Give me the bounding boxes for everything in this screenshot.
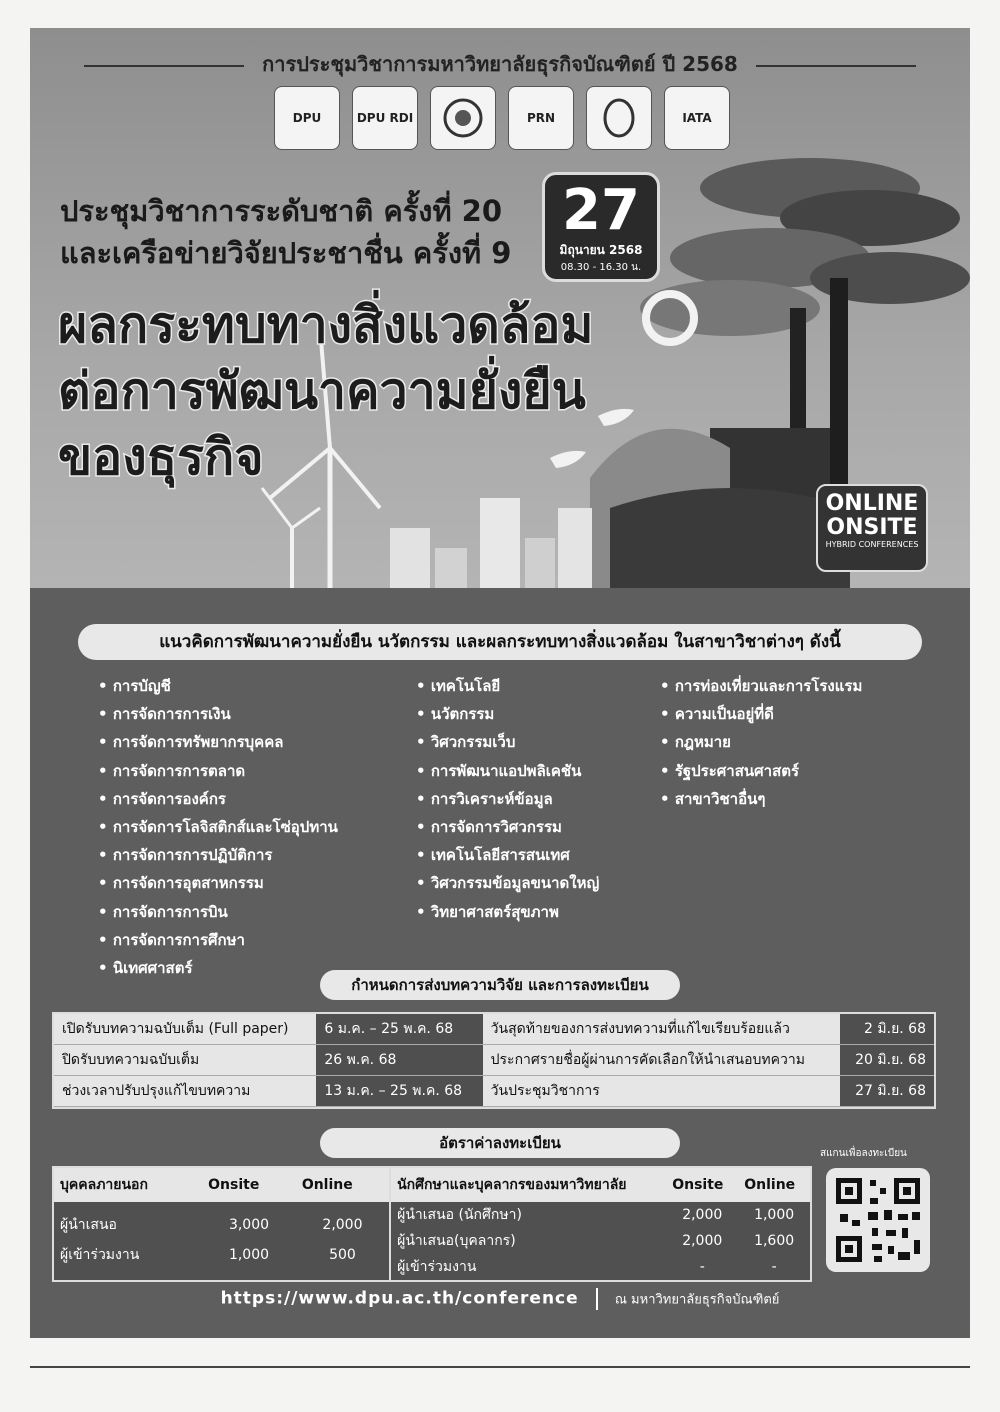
table-row bbox=[54, 1014, 934, 1045]
topic-item: • การจัดการการตลาด bbox=[98, 757, 338, 785]
fee-onsite: 3,000 bbox=[228, 1217, 270, 1233]
topic-item: • การจัดการทรัพยากรบุคคล bbox=[98, 728, 338, 756]
topic-item: • กฎหมาย bbox=[660, 728, 862, 756]
schedule-date: 2 มิ.ย. 68 bbox=[840, 1014, 934, 1045]
topic-item: • การจัดการองค์กร bbox=[98, 785, 338, 813]
mode-onsite: ONSITE bbox=[826, 515, 918, 540]
table-row bbox=[54, 1202, 389, 1238]
topic-item: • การท่องเที่ยวและการโรงแรม bbox=[660, 672, 862, 700]
fee-online: 500 bbox=[329, 1247, 356, 1263]
prn-logo: PRN bbox=[508, 86, 574, 150]
topics-heading: แนวคิดการพัฒนาความยั่งยืน นวัตกรรม และผลกระทบทางสิ่งแวดล้อม ในสาขาวิชาต่างๆ ดังนี้ bbox=[78, 624, 922, 660]
schedule-label: วันประชุมวิชาการ bbox=[483, 1076, 840, 1107]
topics-column-1 bbox=[98, 672, 338, 982]
schedule-heading: กำหนดการส่งบทความวิจัย และการลงทะเบียน bbox=[320, 970, 680, 1000]
schedule-label: วันสุดท้ายของการส่งบทความที่แก้ไขเรียบร้อยแล้ว bbox=[483, 1014, 840, 1045]
topics-column-3 bbox=[660, 672, 862, 813]
topic-item: • นวัตกรรม bbox=[416, 700, 599, 728]
topic-item: • การจัดการการบิน bbox=[98, 898, 338, 926]
topic-item: • การจัดการวิศวกรรม bbox=[416, 813, 599, 841]
fee-label: ผู้เข้าร่วมงาน bbox=[397, 1259, 477, 1275]
hero-section bbox=[30, 28, 970, 588]
topic-item: • วิทยาศาสตร์สุขภาพ bbox=[416, 898, 599, 926]
fee-online: - bbox=[771, 1259, 777, 1275]
topic-item: • การจัดการอุตสาหกรรม bbox=[98, 869, 338, 897]
fee-label: ผู้นำเสนอ(บุคลากร) bbox=[397, 1233, 516, 1249]
fee-onsite: - bbox=[699, 1259, 705, 1275]
fee-online: 1,000 bbox=[754, 1207, 795, 1223]
fee-online: 1,600 bbox=[754, 1233, 795, 1249]
fees-internal bbox=[391, 1168, 810, 1280]
date-day: 27 bbox=[562, 178, 640, 243]
schedule-date: 20 มิ.ย. 68 bbox=[840, 1045, 934, 1076]
fees-external bbox=[54, 1168, 391, 1280]
event-subtitle bbox=[60, 190, 511, 274]
fee-onsite: 1,000 bbox=[228, 1247, 270, 1263]
schedule-label: ช่วงเวลาปรับปรุงแก้ไขบทความ bbox=[54, 1076, 316, 1107]
dpu-rdi-logo: DPU RDI bbox=[352, 86, 418, 150]
fee-online: 2,000 bbox=[322, 1217, 363, 1233]
venue-text: ณ มหาวิทยาลัยธุรกิจบัณฑิตย์ bbox=[614, 1292, 780, 1308]
topics-column-2 bbox=[416, 672, 599, 926]
schedule-date: 27 มิ.ย. 68 bbox=[840, 1076, 934, 1107]
main-title bbox=[58, 292, 593, 490]
conference-title: การประชุมวิชาการมหาวิทยาลัยธุรกิจบัณฑิตย์ ปี 2568 bbox=[30, 48, 970, 80]
fee-label: ผู้นำเสนอ (นักศึกษา) bbox=[397, 1207, 522, 1223]
topic-item: • ความเป็นอยู่ที่ดี bbox=[660, 700, 862, 728]
title-line-1: ผลกระทบทางสิ่งแวดล้อม bbox=[58, 296, 594, 354]
footer-divider bbox=[596, 1288, 598, 1310]
schedule-label: เปิดรับบทความฉบับเต็ม (Full paper) bbox=[54, 1014, 316, 1045]
topic-item: • เทคโนโลยีสารสนเทศ bbox=[416, 841, 599, 869]
emblem-logo bbox=[586, 86, 652, 150]
schedule-date: 6 ม.ค. – 25 พ.ค. 68 bbox=[316, 1014, 482, 1045]
topic-item: • การวิเคราะห์ข้อมูล bbox=[416, 785, 599, 813]
fees-external-header: บุคคลภายนอก bbox=[54, 1168, 202, 1202]
event-date-badge bbox=[542, 172, 660, 282]
mode-online: ONLINE bbox=[825, 491, 919, 516]
topic-item: • การจัดการการปฏิบัติการ bbox=[98, 841, 338, 869]
fees-table bbox=[52, 1166, 812, 1282]
onsite-header: Onsite bbox=[202, 1168, 296, 1202]
qr-label: สแกนเพื่อลงทะเบียน bbox=[820, 1148, 907, 1159]
fees-heading: อัตราค่าลงทะเบียน bbox=[320, 1128, 680, 1158]
subtitle-line-1: ประชุมวิชาการระดับชาติ ครั้งที่ 20 bbox=[60, 194, 503, 228]
table-row bbox=[54, 1045, 934, 1076]
seal-logo bbox=[430, 86, 496, 150]
fee-label: ผู้เข้าร่วมงาน bbox=[60, 1247, 140, 1263]
table-row bbox=[54, 1076, 934, 1107]
topic-item: • การจัดการการเงิน bbox=[98, 700, 338, 728]
fee-onsite: 2,000 bbox=[682, 1233, 723, 1249]
title-line-2: ต่อการพัฒนาความยั่งยืน bbox=[58, 362, 586, 420]
table-row bbox=[391, 1228, 810, 1254]
date-time: 08.30 - 16.30 น. bbox=[560, 262, 642, 273]
mode-hybrid: HYBRID CONFERENCES bbox=[825, 540, 919, 549]
online-header: Online bbox=[296, 1168, 389, 1202]
page-rule bbox=[30, 1366, 970, 1368]
title-line-3: ของธุรกิจ bbox=[58, 428, 264, 486]
iata-logo: IATA bbox=[664, 86, 730, 150]
schedule-label: ปิดรับบทความฉบับเต็ม bbox=[54, 1045, 316, 1076]
fee-onsite: 2,000 bbox=[682, 1207, 723, 1223]
date-month: มิถุนายน 2568 bbox=[559, 243, 643, 257]
poster bbox=[30, 28, 970, 1338]
online-header: Online bbox=[738, 1168, 810, 1202]
footer bbox=[30, 1288, 970, 1310]
schedule-date: 26 พ.ค. 68 bbox=[316, 1045, 482, 1076]
table-row bbox=[54, 1238, 389, 1272]
topic-item: • เทคโนโลยี bbox=[416, 672, 599, 700]
topic-item: • การจัดการโลจิสติกส์และโซ่อุปทาน bbox=[98, 813, 338, 841]
topic-item: • สาขาวิชาอื่นๆ bbox=[660, 785, 862, 813]
dpu-logo: DPU bbox=[274, 86, 340, 150]
onsite-header: Onsite bbox=[666, 1168, 738, 1202]
registration-qr-code[interactable] bbox=[826, 1168, 930, 1272]
conference-url-link[interactable]: https://www.dpu.ac.th/conference bbox=[220, 1288, 579, 1309]
topic-item: • นิเทศศาสตร์ bbox=[98, 954, 338, 982]
details-section bbox=[30, 588, 970, 1338]
topic-item: • วิศวกรรมเว็บ bbox=[416, 728, 599, 756]
fee-label: ผู้นำเสนอ bbox=[60, 1217, 117, 1233]
topic-item: • การบัญชี bbox=[98, 672, 338, 700]
hybrid-mode-badge bbox=[816, 484, 928, 572]
subtitle-line-2: และเครือข่ายวิจัยประชาชื่น ครั้งที่ 9 bbox=[60, 236, 512, 270]
topic-item: • การจัดการการศึกษา bbox=[98, 926, 338, 954]
topic-item: • รัฐประศาสนศาสตร์ bbox=[660, 757, 862, 785]
topic-item: • การพัฒนาแอปพลิเคชัน bbox=[416, 757, 599, 785]
topic-item: • วิศวกรรมข้อมูลขนาดใหญ่ bbox=[416, 869, 599, 897]
schedule-label: ประกาศรายชื่อผู้ผ่านการคัดเลือกให้นำเสนอบทความ bbox=[483, 1045, 840, 1076]
logo-strip bbox=[274, 86, 730, 150]
table-row bbox=[391, 1254, 810, 1280]
table-row bbox=[391, 1202, 810, 1228]
schedule-table bbox=[52, 1012, 936, 1109]
fees-internal-header: นักศึกษาและบุคลากรของมหาวิทยาลัย bbox=[391, 1168, 666, 1202]
schedule-date: 13 ม.ค. – 25 พ.ค. 68 bbox=[316, 1076, 482, 1107]
